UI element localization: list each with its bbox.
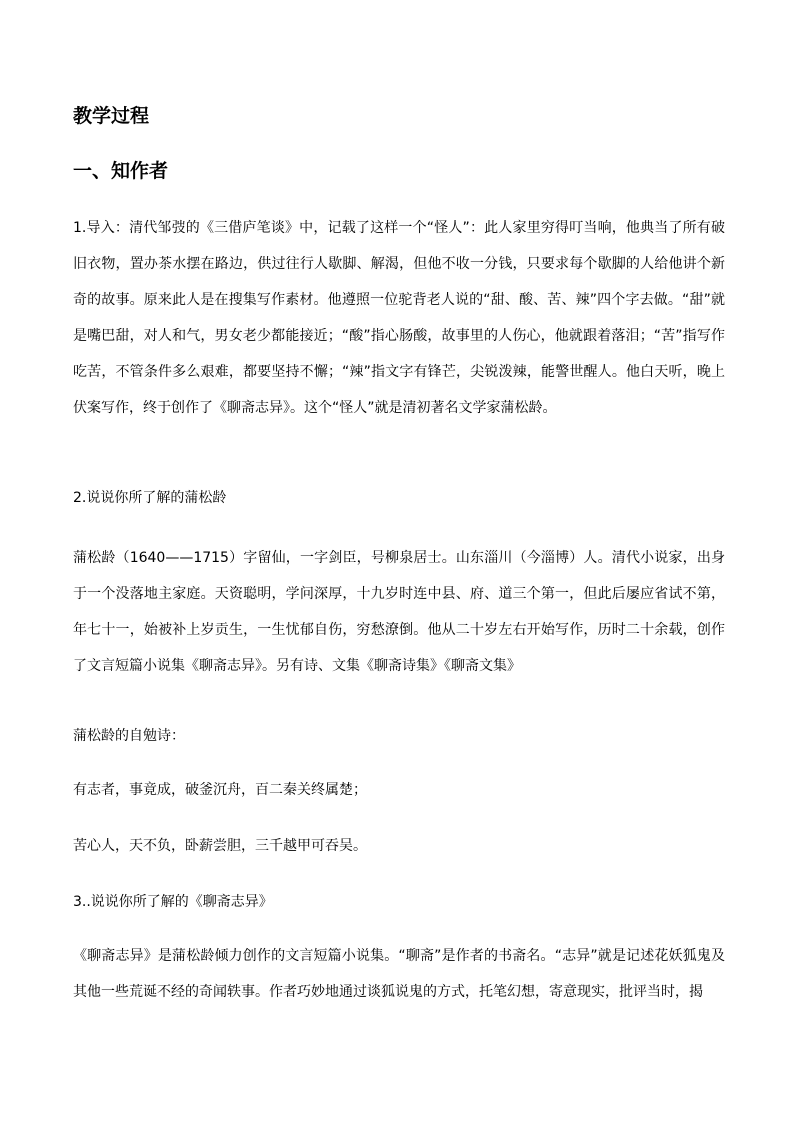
paragraph-book-intro: 《聊斋志异》是蒲松龄倾力创作的文言短篇小说集。“聊斋”是作者的书斋名。“志异”就是记述花妖狐鬼及其他一些荒诞不经的奇闻轶事。作者巧妙地通过谈狐说鬼的方式，托笔幻想，寄意现实，批评当时，揭 (73, 948, 725, 1000)
paragraph-question-2: 2.说说你所了解的蒲松龄 (73, 490, 227, 506)
paragraph-intro: 1.导入：清代邹弢的《三借庐笔谈》中，记载了这样一个“怪人”：此人家里穷得叮当响，他典当了所有破旧衣物，置办茶水摆在路边，供过往行人歇脚、解渴，但他不收一分钱，只要求每个歇脚的人给他讲个新奇的故事。原来此人是在搜集写作素材。他遵照一位驼背老人说的“甜、酸、苦、辣”四个字去做。“甜”就是嘴巴甜，对人和气，男女老少都能接近；“酸”指心肠酸，故事里的人伤心，他就跟着落泪；“苦”指写作吃苦，不管条件多么艰难，都要坚持不懈；“辣”指文字有锋芒，尖锐泼辣，能警世醒人。他白天听，晚上伏案写作，终于创作了《聊斋志异》。这个“怪人”就是清初著名文学家蒲松龄。 (73, 220, 725, 416)
poem-line-2: 苦心人，天不负，卧薪尝胆，三千越甲可吞吴。 (73, 838, 367, 854)
heading-know-author: 一、知作者 (73, 160, 169, 182)
heading-teaching-process: 教学过程 (73, 105, 150, 127)
paragraph-biography: 蒲松龄（1640——1715）字留仙，一字剑臣，号柳泉居士。山东淄川（今淄博）人。清代小说家，出身于一个没落地主家庭。天资聪明，学问深厚，十九岁时连中县、府、道三个第一，但此后屡应省试不第，年七十一，始被补上岁贡生，一生忧郁自伤，穷愁潦倒。他从二十岁左右开始写作，历时二十余载，创作了文言短篇小说集《聊斋志异》。另有诗、文集《聊斋诗集》《聊斋文集》 (73, 550, 725, 674)
poem-line-1: 有志者，事竟成，破釜沉舟，百二秦关终属楚； (73, 782, 367, 798)
paragraph-poem-title: 蒲松龄的自勉诗： (73, 728, 185, 744)
paragraph-question-3: 3..说说你所了解的《聊斋志异》 (73, 894, 273, 910)
